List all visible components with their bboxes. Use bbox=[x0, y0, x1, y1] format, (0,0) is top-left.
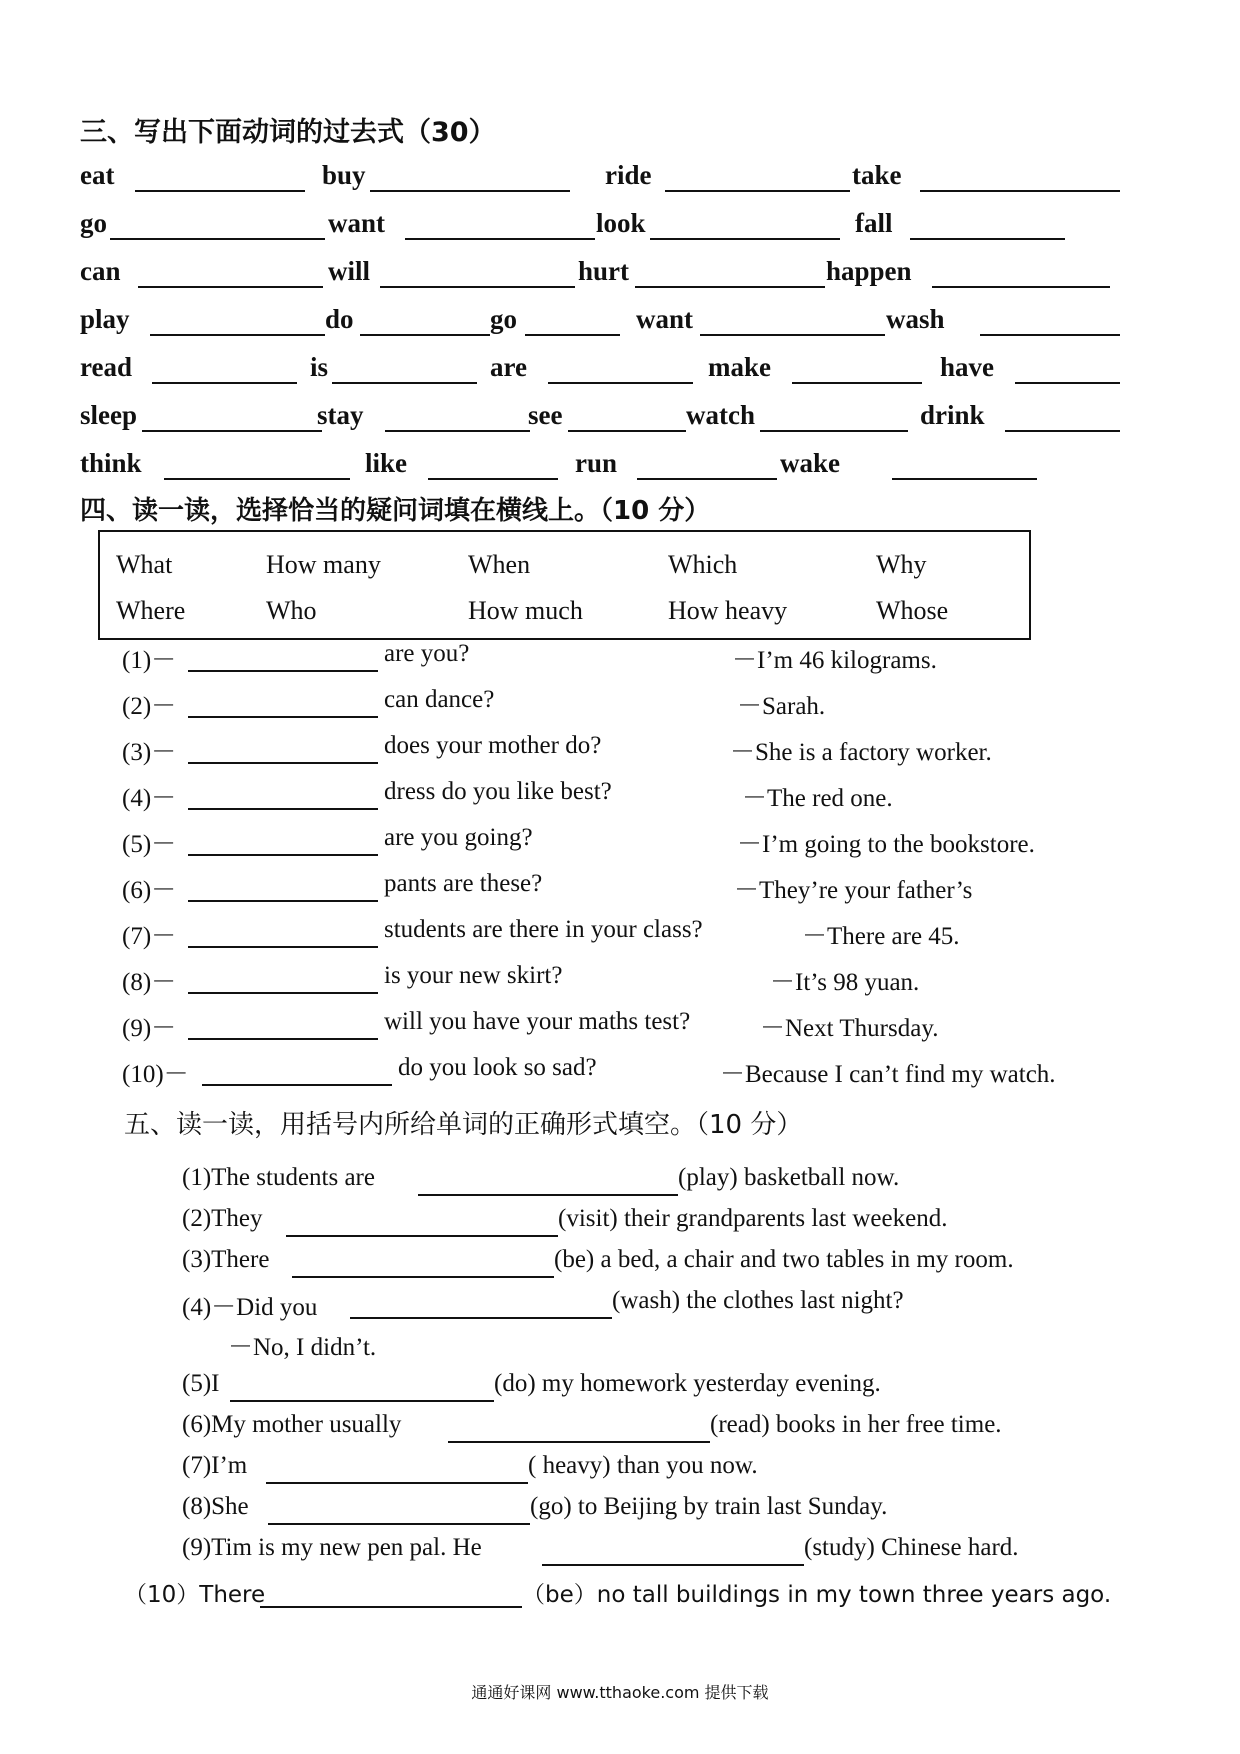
word-bank-item: How many bbox=[266, 550, 381, 579]
verb-word: make bbox=[708, 352, 771, 382]
question-text: do you look so sad? bbox=[398, 1054, 597, 1081]
verb-word: want bbox=[636, 304, 694, 334]
sentence-end: (wash) the clothes last night? bbox=[612, 1287, 904, 1314]
question-number: (10)－ bbox=[122, 1061, 189, 1088]
sentence-end: （be）no tall buildings in my town three years ago. bbox=[522, 1582, 1112, 1608]
answer-blank[interactable] bbox=[665, 190, 850, 192]
answer-blank[interactable] bbox=[150, 334, 325, 336]
question-text: does your mother do? bbox=[384, 732, 602, 759]
question-answer: －It’s 98 yuan. bbox=[770, 969, 920, 996]
verb-word: watch bbox=[686, 400, 755, 430]
verb-word: are bbox=[490, 352, 527, 382]
answer-blank[interactable] bbox=[268, 1523, 530, 1525]
question-answer: －Sarah. bbox=[737, 693, 826, 720]
word-bank-item: Who bbox=[266, 596, 317, 625]
question-number: (6)－ bbox=[122, 877, 177, 904]
answer-blank[interactable] bbox=[568, 430, 686, 432]
answer-blank[interactable] bbox=[920, 190, 1120, 192]
answer-blank[interactable] bbox=[405, 238, 595, 240]
answer-blank[interactable] bbox=[380, 286, 575, 288]
word-bank-item: How much bbox=[468, 596, 583, 625]
answer-blank[interactable] bbox=[650, 238, 840, 240]
question-number: (8)－ bbox=[122, 969, 177, 996]
answer-blank[interactable] bbox=[892, 478, 1037, 480]
question-text: is your new skirt? bbox=[384, 962, 563, 989]
answer-blank[interactable] bbox=[142, 430, 322, 432]
question-text: dress do you like best? bbox=[384, 778, 612, 805]
answer-blank[interactable] bbox=[164, 478, 350, 480]
section-5-title: 五、读一读，用括号内所给单词的正确形式填空。（10 分） bbox=[124, 1110, 803, 1140]
question-text: students are there in your class? bbox=[384, 916, 703, 943]
question-text: are you? bbox=[384, 640, 470, 667]
answer-blank[interactable] bbox=[188, 762, 378, 764]
question-answer: －The red one. bbox=[742, 785, 893, 812]
question-number: (3)－ bbox=[122, 739, 177, 766]
verb-word: do bbox=[325, 304, 354, 334]
question-text: can dance? bbox=[384, 686, 495, 713]
answer-blank[interactable] bbox=[260, 1606, 522, 1608]
sentence-end: (visit) their grandparents last weekend. bbox=[558, 1205, 948, 1232]
verb-word: read bbox=[80, 352, 132, 382]
answer-blank[interactable] bbox=[910, 238, 1065, 240]
verb-word: like bbox=[365, 448, 408, 478]
sentence-end: (study) Chinese hard. bbox=[804, 1534, 1019, 1561]
sentence-end: (play) basketball now. bbox=[678, 1164, 900, 1191]
verb-word: fall bbox=[855, 208, 893, 238]
verb-word: play bbox=[80, 304, 130, 334]
answer-blank[interactable] bbox=[350, 1317, 612, 1319]
verb-word: is bbox=[310, 352, 329, 382]
answer-blank[interactable] bbox=[332, 382, 477, 384]
answer-blank[interactable] bbox=[1015, 382, 1120, 384]
sentence-start: (2)They bbox=[182, 1205, 263, 1232]
sentence-start: (4)－Did you bbox=[182, 1294, 318, 1321]
sentence-end: (be) a bed, a chair and two tables in my room. bbox=[554, 1246, 1014, 1273]
question-text: will you have your maths test? bbox=[384, 1008, 691, 1035]
verb-word: think bbox=[80, 448, 142, 478]
verb-word: have bbox=[940, 352, 994, 382]
word-bank-box bbox=[98, 530, 1031, 640]
word-bank-item: Which bbox=[668, 550, 738, 579]
verb-word: hurt bbox=[578, 256, 630, 286]
answer-blank[interactable] bbox=[266, 1482, 528, 1484]
sentence-start: (3)There bbox=[182, 1246, 270, 1273]
answer-blank[interactable] bbox=[370, 190, 570, 192]
word-bank-item: How heavy bbox=[668, 596, 788, 625]
answer-blank[interactable] bbox=[152, 382, 297, 384]
sentence-end: (go) to Beijing by train last Sunday. bbox=[530, 1493, 888, 1520]
answer-blank[interactable] bbox=[525, 334, 620, 336]
sentence-start: (5)I bbox=[182, 1370, 220, 1397]
verb-word: want bbox=[328, 208, 386, 238]
answer-blank[interactable] bbox=[792, 382, 922, 384]
reply-text: －No, I didn’t. bbox=[228, 1334, 377, 1361]
question-number: (5)－ bbox=[122, 831, 177, 858]
word-bank-item: What bbox=[116, 550, 173, 579]
answer-blank[interactable] bbox=[188, 992, 378, 994]
verb-word: go bbox=[80, 208, 107, 238]
answer-blank[interactable] bbox=[700, 334, 885, 336]
question-number: (1)－ bbox=[122, 647, 177, 674]
footer-credit: 通通好课网 www.tthaoke.com 提供下载 bbox=[471, 1683, 769, 1702]
answer-blank[interactable] bbox=[188, 946, 378, 948]
verb-word: sleep bbox=[80, 400, 137, 430]
sentence-start: (7)I’m bbox=[182, 1452, 248, 1479]
sentence-end: (do) my homework yesterday evening. bbox=[494, 1370, 881, 1397]
question-answer: －I’m 46 kilograms. bbox=[732, 647, 937, 674]
answer-blank[interactable] bbox=[188, 716, 378, 718]
answer-blank[interactable] bbox=[138, 286, 323, 288]
verb-word: can bbox=[80, 256, 121, 286]
sentence-start: （10）There bbox=[124, 1582, 266, 1608]
verb-word: take bbox=[852, 160, 902, 190]
answer-blank[interactable] bbox=[110, 238, 325, 240]
answer-blank[interactable] bbox=[760, 430, 908, 432]
verb-word: wake bbox=[780, 448, 840, 478]
sentence-start: (9)Tim is my new pen pal. He bbox=[182, 1534, 482, 1561]
answer-blank[interactable] bbox=[418, 1194, 678, 1196]
answer-blank[interactable] bbox=[188, 1038, 378, 1040]
sentence-start: (1)The students are bbox=[182, 1164, 375, 1191]
word-bank-item: Why bbox=[876, 550, 927, 579]
answer-blank[interactable] bbox=[230, 1400, 494, 1402]
section-4-title: 四、读一读，选择恰当的疑问词填在横线上。（10 分） bbox=[80, 496, 711, 526]
sentence-start: (6)My mother usually bbox=[182, 1411, 402, 1438]
verb-word: go bbox=[490, 304, 517, 334]
verb-word: will bbox=[328, 256, 371, 286]
answer-blank[interactable] bbox=[428, 478, 558, 480]
answer-blank[interactable] bbox=[1005, 430, 1120, 432]
answer-blank[interactable] bbox=[635, 286, 825, 288]
answer-blank[interactable] bbox=[385, 430, 530, 432]
answer-blank[interactable] bbox=[292, 1276, 554, 1278]
question-text: pants are these? bbox=[384, 870, 543, 897]
sentence-start: (8)She bbox=[182, 1493, 249, 1520]
verb-word: wash bbox=[886, 304, 945, 334]
answer-blank[interactable] bbox=[448, 1441, 710, 1443]
verb-word: buy bbox=[322, 160, 366, 190]
answer-blank[interactable] bbox=[286, 1235, 558, 1237]
word-bank-item: Whose bbox=[876, 596, 949, 625]
question-number: (7)－ bbox=[122, 923, 177, 950]
word-bank-item: When bbox=[468, 550, 531, 579]
question-number: (4)－ bbox=[122, 785, 177, 812]
question-answer: －Next Thursday. bbox=[760, 1015, 939, 1042]
question-answer: －There are 45. bbox=[802, 923, 960, 950]
answer-blank[interactable] bbox=[188, 900, 378, 902]
answer-blank[interactable] bbox=[188, 854, 378, 856]
verb-word: happen bbox=[826, 256, 912, 286]
answer-blank[interactable] bbox=[542, 1564, 804, 1566]
answer-blank[interactable] bbox=[360, 334, 490, 336]
verb-word: ride bbox=[605, 160, 652, 190]
answer-blank[interactable] bbox=[202, 1084, 392, 1086]
verb-word: look bbox=[596, 208, 646, 238]
verb-word: drink bbox=[920, 400, 985, 430]
answer-blank[interactable] bbox=[135, 190, 305, 192]
question-answer: －I’m going to the bookstore. bbox=[737, 831, 1035, 858]
verb-word: see bbox=[528, 400, 563, 430]
sentence-end: (read) books in her free time. bbox=[710, 1411, 1002, 1438]
question-answer: －They’re your father’s bbox=[734, 877, 973, 904]
answer-blank[interactable] bbox=[548, 382, 693, 384]
answer-blank[interactable] bbox=[188, 670, 378, 672]
question-answer: －Because I can’t find my watch. bbox=[720, 1061, 1056, 1088]
section-3-title: 三、写出下面动词的过去式（30） bbox=[80, 117, 496, 148]
question-number: (9)－ bbox=[122, 1015, 177, 1042]
question-number: (2)－ bbox=[122, 693, 177, 720]
question-answer: －She is a factory worker. bbox=[730, 739, 992, 766]
sentence-end: ( heavy) than you now. bbox=[528, 1452, 758, 1479]
answer-blank[interactable] bbox=[188, 808, 378, 810]
question-text: are you going? bbox=[384, 824, 533, 851]
answer-blank[interactable] bbox=[637, 478, 777, 480]
verb-word: run bbox=[575, 448, 618, 478]
verb-word: eat bbox=[80, 160, 115, 190]
word-bank-item: Where bbox=[116, 596, 186, 625]
answer-blank[interactable] bbox=[932, 286, 1110, 288]
verb-word: stay bbox=[317, 400, 364, 430]
answer-blank[interactable] bbox=[980, 334, 1120, 336]
